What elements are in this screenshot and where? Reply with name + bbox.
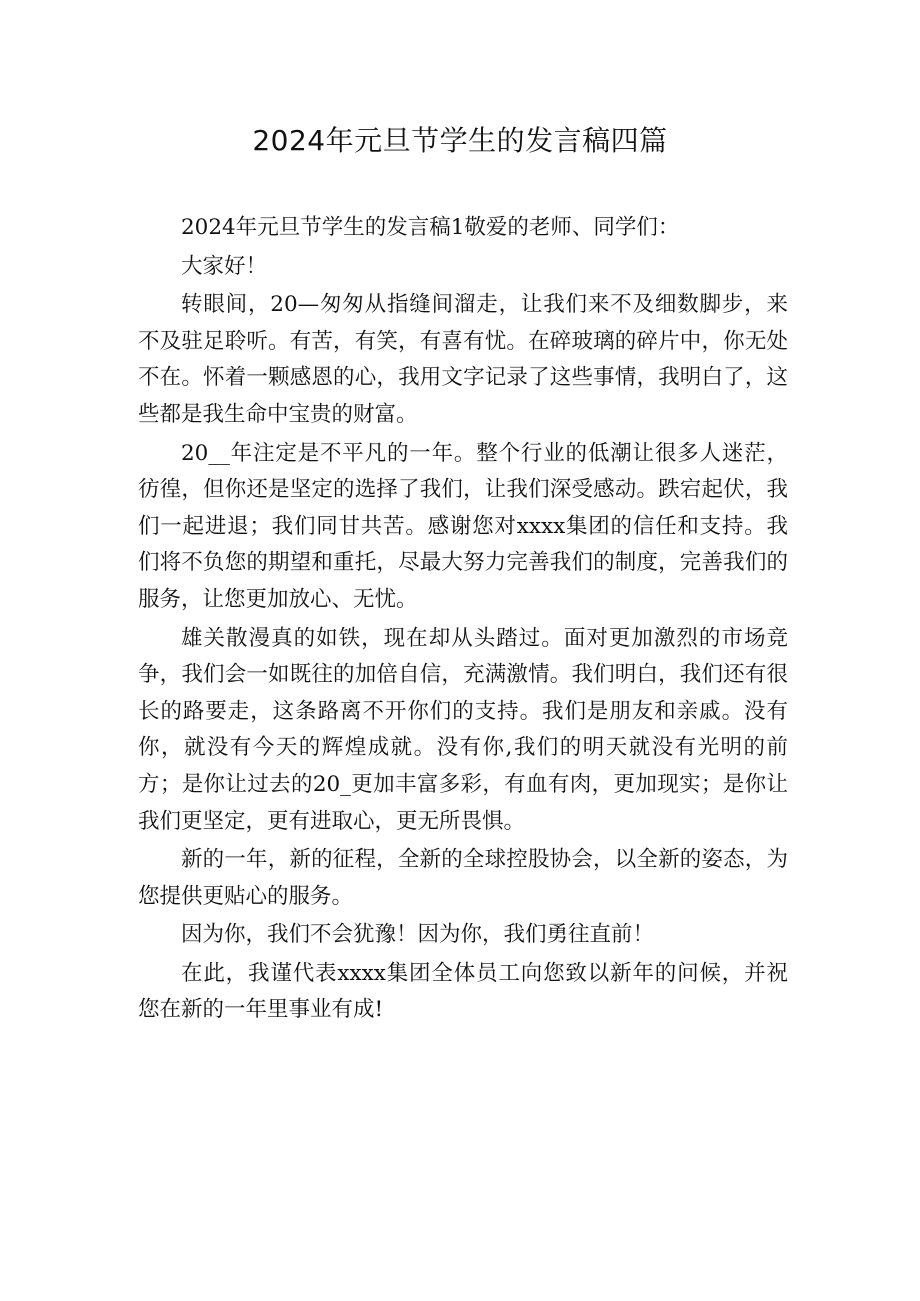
- paragraph-2: 20__年注定是不平凡的一年。整个行业的低潮让很多人迷茫，彷徨，但你还是坚定的选择了我们，让我们深受感动。跌宕起伏，我们一起进退；我们同甘共苦。感谢您对xxxx集团的信任和支持。我们将不负您的期望和重托，尽最大努力完善我们的制度，完善我们的服务，让您更加放心、无忧。: [138, 440, 788, 612]
- paragraph-heading-line: 2024年元旦节学生的发言稿1敬爱的老师、同学们：: [181, 215, 680, 240]
- paragraph-4: 新的一年，新的征程，全新的全球控股协会，以全新的姿态，为您提供更贴心的服务。: [138, 847, 788, 909]
- paragraph-greeting: 大家好！: [181, 253, 268, 279]
- document-body: [138, 210, 788, 1031]
- paragraph-1: 转眼间，20—匆匆从指缝间溜走，让我们来不及细数脚步，来不及驻足聆听。有苦，有笑，有喜有忧。在碎玻璃的碎片中，你无处不在。怀着一颗感恩的心，我用文字记录了这些事情，我明白了，这些都是我生命中宝贵的财富。: [138, 292, 788, 427]
- paragraph-5: 因为你，我们不会犹豫！因为你，我们勇往直前！: [181, 922, 655, 948]
- document-title: 2024年元旦节学生的发言稿四篇: [252, 124, 668, 157]
- paragraph-6: 在此，我谨代表xxxx集团全体员工向您致以新年的问候，并祝您在新的一年里事业有成!: [138, 960, 788, 1023]
- paragraph-3: 雄关散漫真的如铁，现在却从头踏过。面对更加激烈的市场竞争，我们会一如既往的加倍自信，充满激情。我们明白，我们还有很长的路要走，这条路离不开你们的支持。我们是朋友和亲戚。没有你，就没有今天的辉煌成就。没有你,我们的明天就没有光明的前方；是你让过去的20_更加丰富多彩，有血有肉，更加现实；是你让我们更坚定，更有进取心，更无所畏惧。: [138, 625, 788, 834]
